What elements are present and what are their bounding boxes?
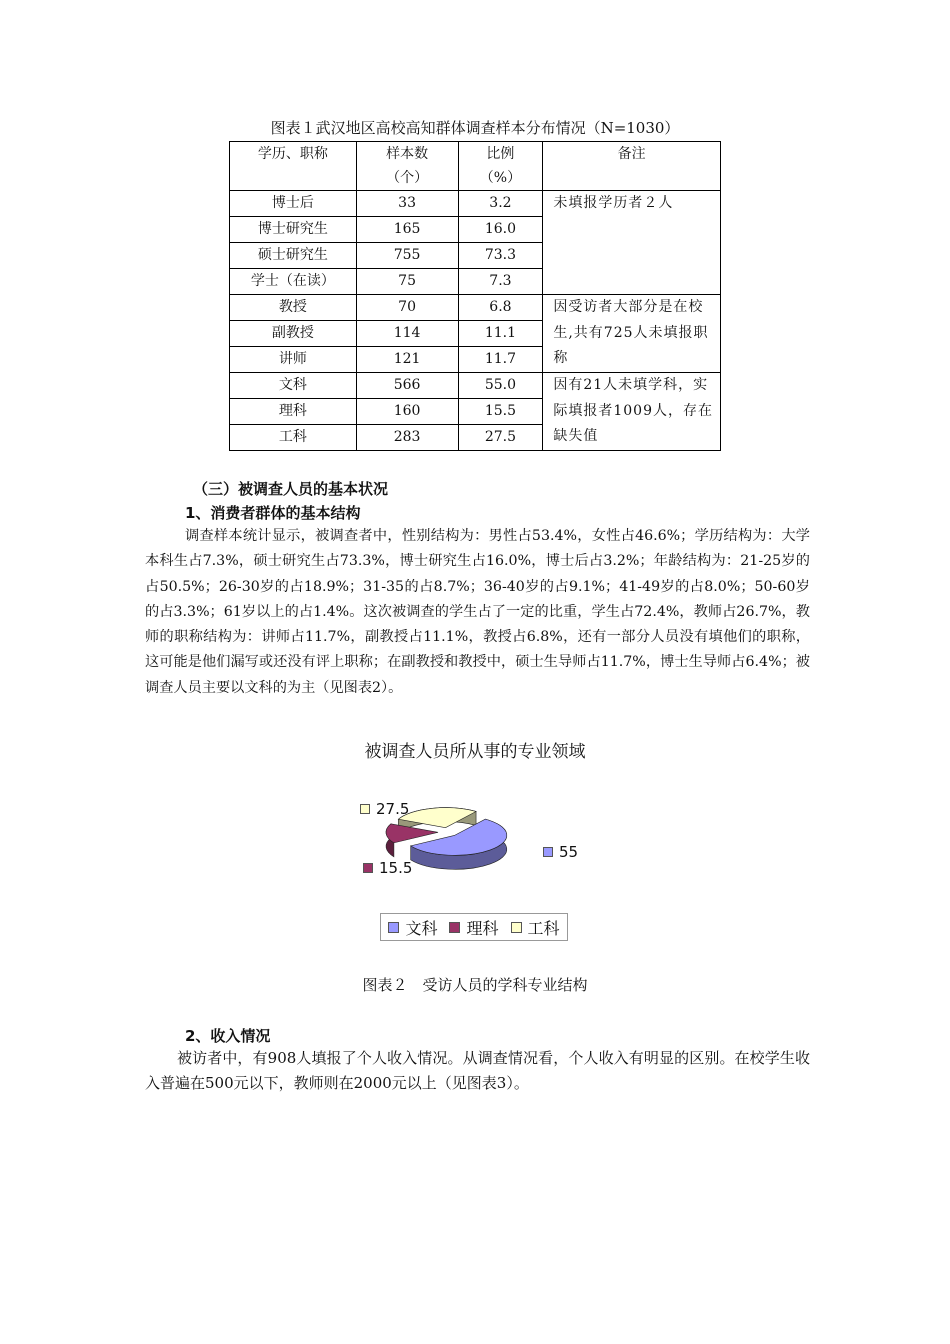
- row-label: 理科: [230, 399, 357, 425]
- data-label-liberal-arts: 55: [543, 843, 578, 861]
- row-pct: 16.0: [458, 217, 543, 243]
- data-label-marker: [360, 804, 370, 814]
- row-label: 讲师: [230, 347, 357, 373]
- table-header-row: [230, 142, 721, 191]
- row-pct: 15.5: [458, 399, 543, 425]
- row-pct: 11.1: [458, 321, 543, 347]
- row-count: 75: [356, 269, 458, 295]
- row-count: 566: [356, 373, 458, 399]
- note-title: 因受访者大部分是在校生,共有725人未填报职称: [543, 295, 721, 373]
- row-label: 工科: [230, 425, 357, 451]
- legend-item: 理科: [449, 916, 498, 939]
- note-education: 未填报学历者２人: [543, 191, 721, 295]
- chart-title: 被调查人员所从事的专业领域: [364, 742, 586, 762]
- row-label: 副教授: [230, 321, 357, 347]
- header-ratio: 比例 （%）: [458, 142, 543, 191]
- table-row: [230, 295, 721, 321]
- header-remarks: 备注: [543, 142, 721, 191]
- legend-item: 文科: [388, 916, 437, 939]
- note-discipline: 因有21人未填学科，实际填报者1009人，存在缺失值: [543, 373, 721, 451]
- legend-swatch: [449, 922, 460, 933]
- legend-item: 工科: [511, 916, 560, 939]
- row-pct: 73.3: [458, 243, 543, 269]
- header-sample-count: 样本数 （个）: [356, 142, 458, 191]
- paragraph-income: 被访者中，有908人填报了个人收入情况。从调查情况看，个人收入有明显的区别。在校学生收入普遍在500元以下，教师则在2000元以上（见图表3）。: [145, 1049, 810, 1092]
- paragraph-structure: 调查样本统计显示，被调查者中，性别结构为：男性占53.4%，女性占46.6%；学历结构为：大学本科生占7.3%，硕士研究生占73.3%，博士研究生占16.0%，博士后占3.2%；年龄结构为：21-25岁的占50.5%；26-30岁的占18.9%；31-35的占8.7%；36-40岁的占9.1%；41-49岁的占8.0%；50-60岁的占3.3%；61岁以上的占1.4%。这次被调查的学生占了一定的比重，学生占72.4%，教师占26.7%，教师的职称结构为：讲师占11.7%，副教授占11.1%，教授占6.8%，还有一部分人员没有填他们的职称，这可能是他们漏写或还没有评上职称；在副教授和教授中，硕士生导师占11.7%，博士生导师占6.4%；被调查人员主要以文科的为主（见图表2）。: [145, 528, 810, 696]
- table1-caption: 图表１武汉地区高校高知群体调查样本分布情况（N=1030）: [270, 119, 680, 137]
- row-label: 教授: [230, 295, 357, 321]
- data-label-marker: [543, 847, 553, 857]
- row-count: 165: [356, 217, 458, 243]
- row-label: 学士（在读）: [230, 269, 357, 295]
- row-label: 博士后: [230, 191, 357, 217]
- data-label-marker: [363, 863, 373, 873]
- sample-distribution-table: [229, 141, 721, 451]
- header-degree-title: 学历、职称: [230, 142, 357, 191]
- row-pct: 11.7: [458, 347, 543, 373]
- row-count: 283: [356, 425, 458, 451]
- row-count: 160: [356, 399, 458, 425]
- legend-swatch: [388, 922, 399, 933]
- subheading-income: 2、收入情况: [185, 1027, 271, 1045]
- row-count: 755: [356, 243, 458, 269]
- row-count: 114: [356, 321, 458, 347]
- row-pct: 55.0: [458, 373, 543, 399]
- row-label: 博士研究生: [230, 217, 357, 243]
- row-count: 121: [356, 347, 458, 373]
- row-pct: 7.3: [458, 269, 543, 295]
- section-heading: （三）被调查人员的基本状况: [193, 480, 389, 498]
- chart-caption: 图表２ 受访人员的学科专业结构: [362, 976, 588, 994]
- row-label: 文科: [230, 373, 357, 399]
- row-count: 33: [356, 191, 458, 217]
- data-label-engineering: 27.5: [360, 800, 409, 818]
- pie-slice-science: [386, 824, 438, 843]
- table-row: [230, 191, 721, 217]
- table-row: [230, 373, 721, 399]
- legend-swatch: [511, 922, 522, 933]
- row-pct: 27.5: [458, 425, 543, 451]
- row-pct: 3.2: [458, 191, 543, 217]
- chart-legend: [380, 913, 568, 941]
- row-label: 硕士研究生: [230, 243, 357, 269]
- row-count: 70: [356, 295, 458, 321]
- data-label-science: 15.5: [363, 859, 412, 877]
- subheading-structure: 1、消费者群体的基本结构: [185, 504, 361, 522]
- row-pct: 6.8: [458, 295, 543, 321]
